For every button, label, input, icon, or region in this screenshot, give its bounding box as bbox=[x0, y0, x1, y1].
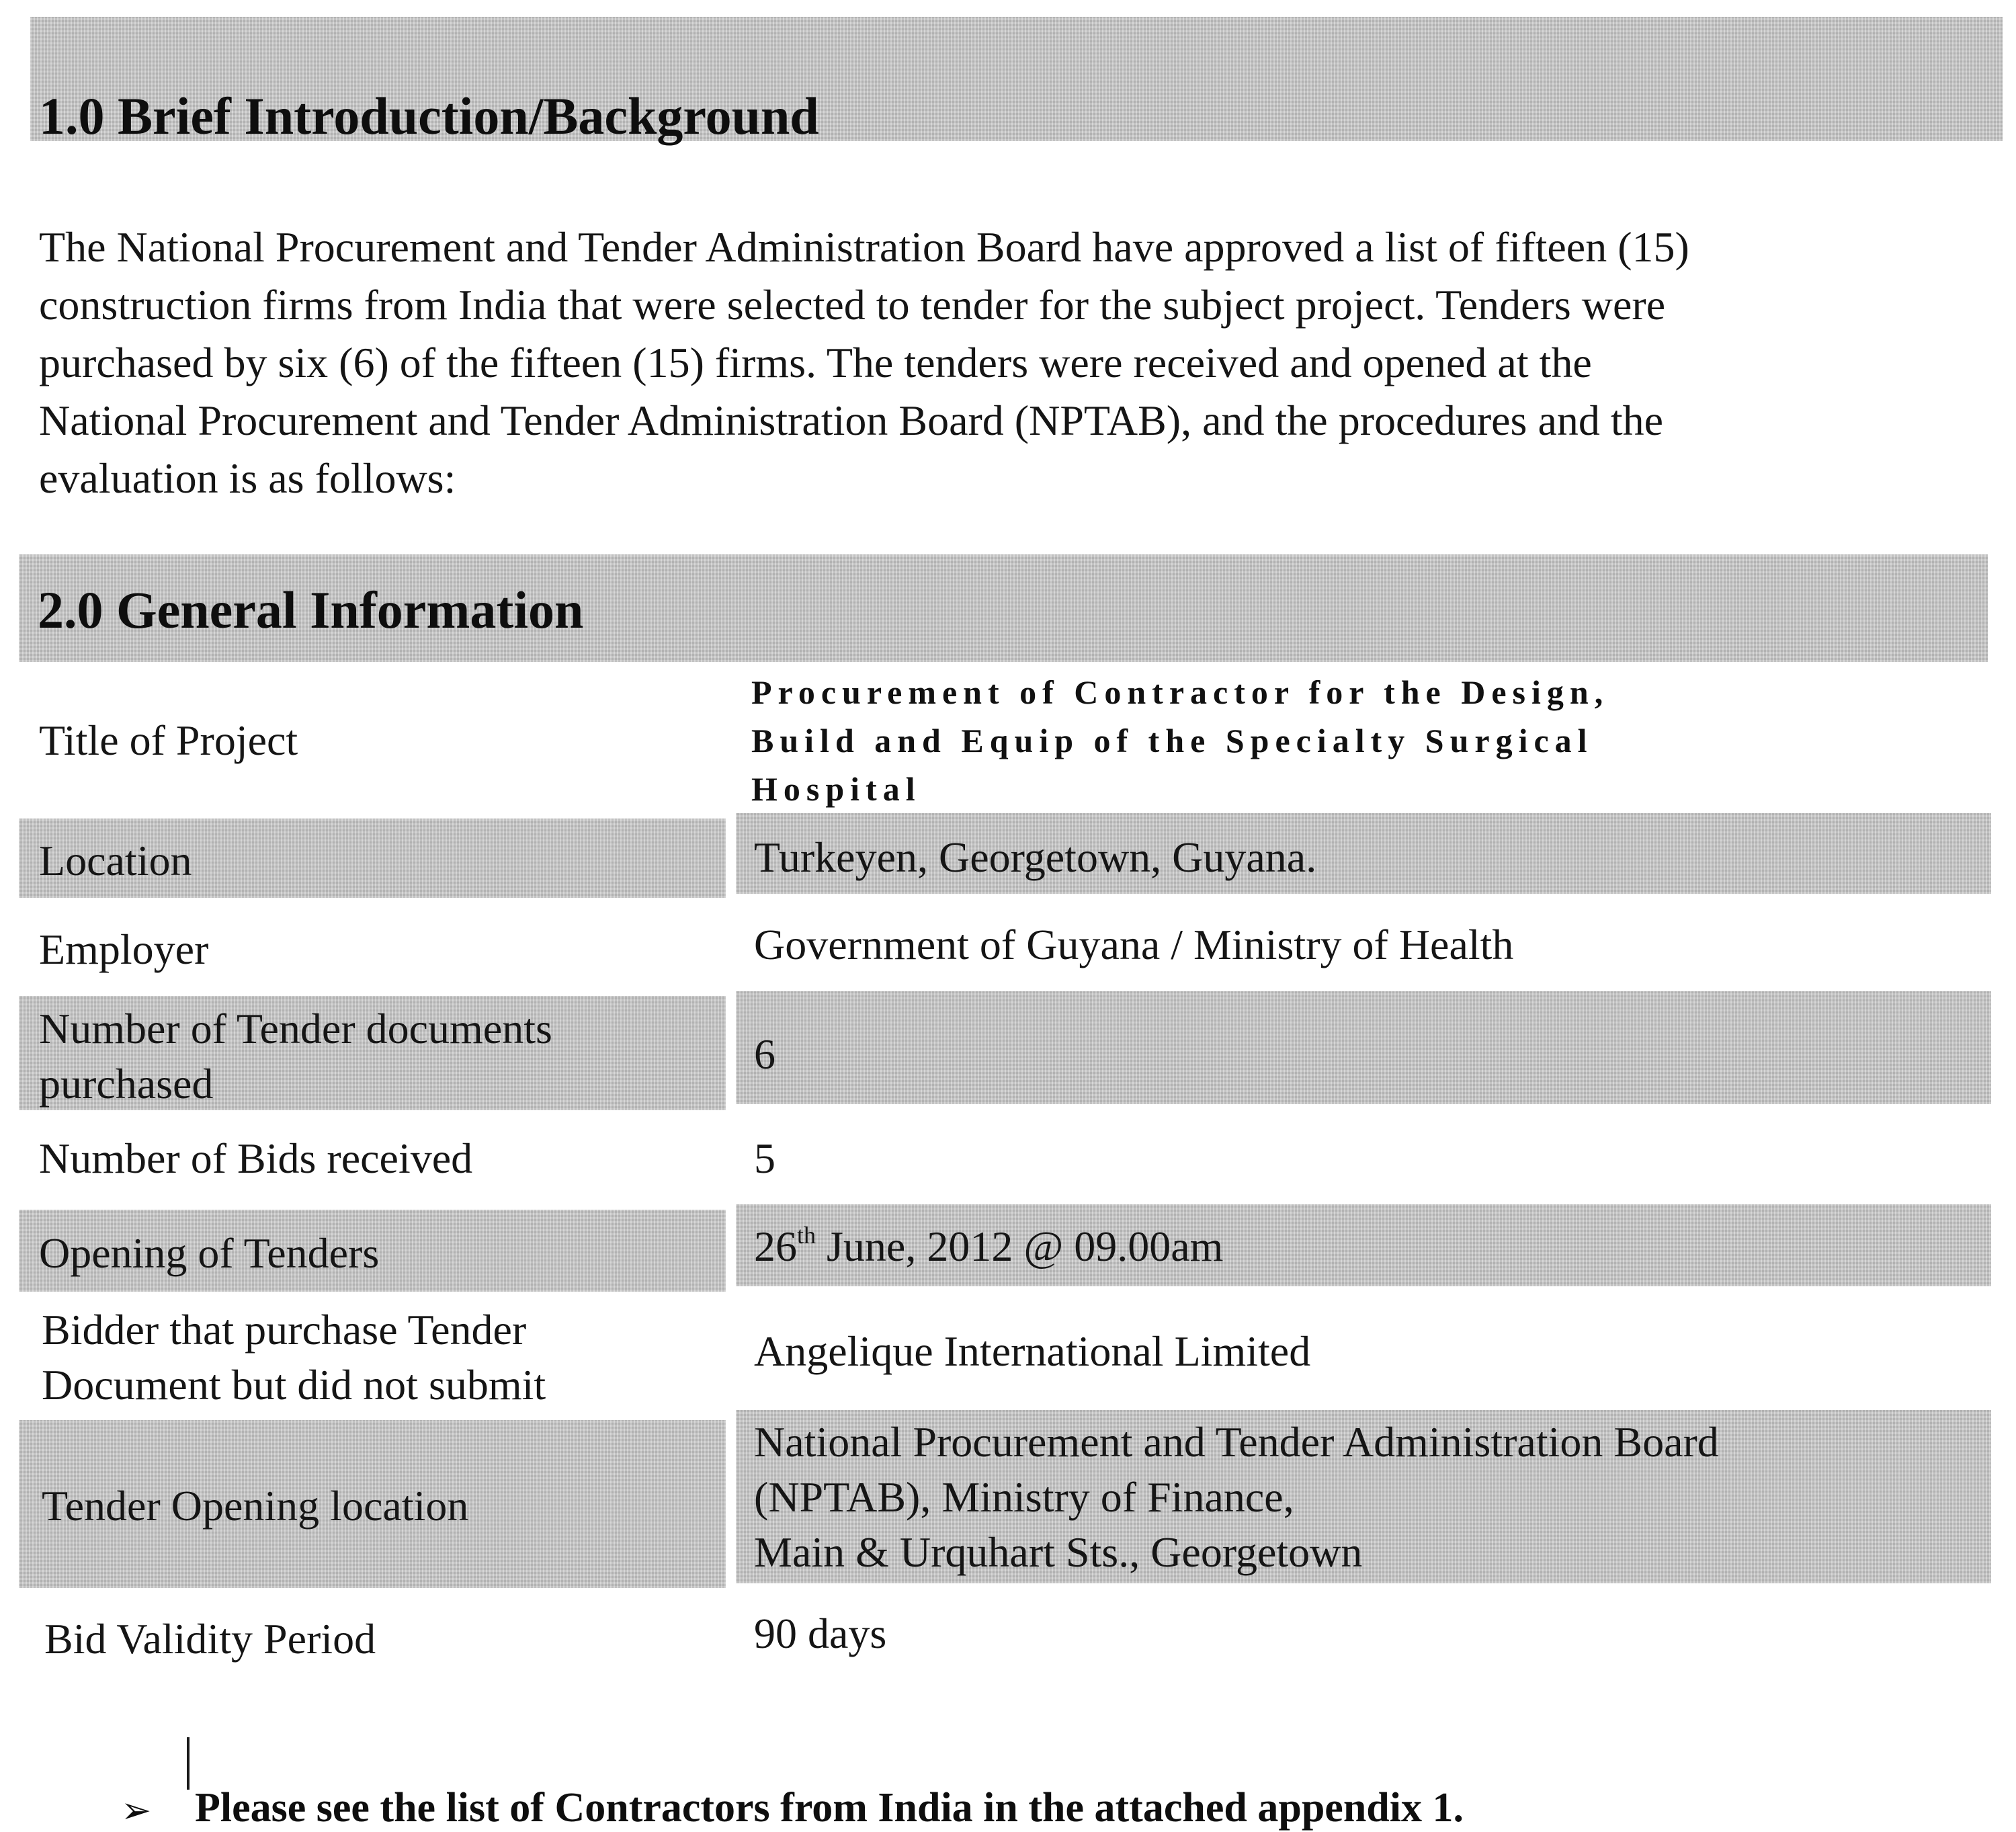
project-title-value: Procurement of Contractor for the Design, Build and Equip of the Specialty Surgical Hospital bbox=[751, 673, 1609, 808]
row-value-employer: Government of Guyana / Ministry of Health bbox=[754, 921, 1514, 968]
opening-day-suffix: th bbox=[797, 1222, 816, 1249]
intro-paragraph: The National Procurement and Tender Administration Board have approved a list of fifteen (15) construction firms from India that were selected to tender for the subject project. Tenders were purchased by six (6) of the fifteen (15) firms. The tenders were received and opened at the National Procurement and Tender Administration Board (NPTAB), and the procedures and the evaluation is as follows: bbox=[39, 223, 1689, 502]
row-value-location: Turkeyen, Georgetown, Guyana. bbox=[754, 833, 1317, 881]
opening-date-rest: June, 2012 @ 09.00am bbox=[816, 1222, 1224, 1270]
row-label-location: Location bbox=[39, 837, 192, 884]
row-label-employer: Employer bbox=[39, 925, 209, 973]
row-value-bids-received: 5 bbox=[754, 1134, 775, 1182]
row-label-bidder-not-submit: Bidder that purchase Tender Document but did not submit bbox=[42, 1306, 546, 1409]
row-value-bid-validity: 90 days bbox=[754, 1610, 887, 1657]
row-label-opening-of-tenders: Opening of Tenders bbox=[39, 1229, 380, 1277]
row-label-opening-location: Tender Opening location bbox=[42, 1482, 469, 1530]
row-value-opening-of-tenders bbox=[754, 1219, 1223, 1274]
row-label-documents-purchased: Number of Tender documents purchased bbox=[39, 1005, 552, 1108]
section-1-heading: 1.0 Brief Introduction/Background bbox=[39, 87, 819, 145]
row-label-title-of-project: Title of Project bbox=[39, 716, 298, 764]
section-2-heading: 2.0 General Information bbox=[38, 581, 584, 639]
row-label-bids-received: Number of Bids received bbox=[39, 1134, 473, 1182]
row-value-cell-documents-purchased bbox=[736, 991, 1991, 1104]
opening-day: 26 bbox=[754, 1222, 797, 1270]
row-value-opening-location: National Procurement and Tender Administration Board (NPTAB), Ministry of Finance, Main & Urquhart Sts., Georgetown bbox=[754, 1418, 1719, 1576]
appendix-note: Please see the list of Contractors from India in the attached appendix 1. bbox=[195, 1785, 1464, 1831]
arrow-bullet-icon: ➢ bbox=[121, 1790, 152, 1831]
text-cursor-mark bbox=[187, 1737, 190, 1790]
row-value-bidder-not-submit: Angelique International Limited bbox=[754, 1327, 1311, 1375]
row-label-bid-validity: Bid Validity Period bbox=[44, 1615, 376, 1663]
row-value-documents-purchased: 6 bbox=[754, 1030, 775, 1078]
